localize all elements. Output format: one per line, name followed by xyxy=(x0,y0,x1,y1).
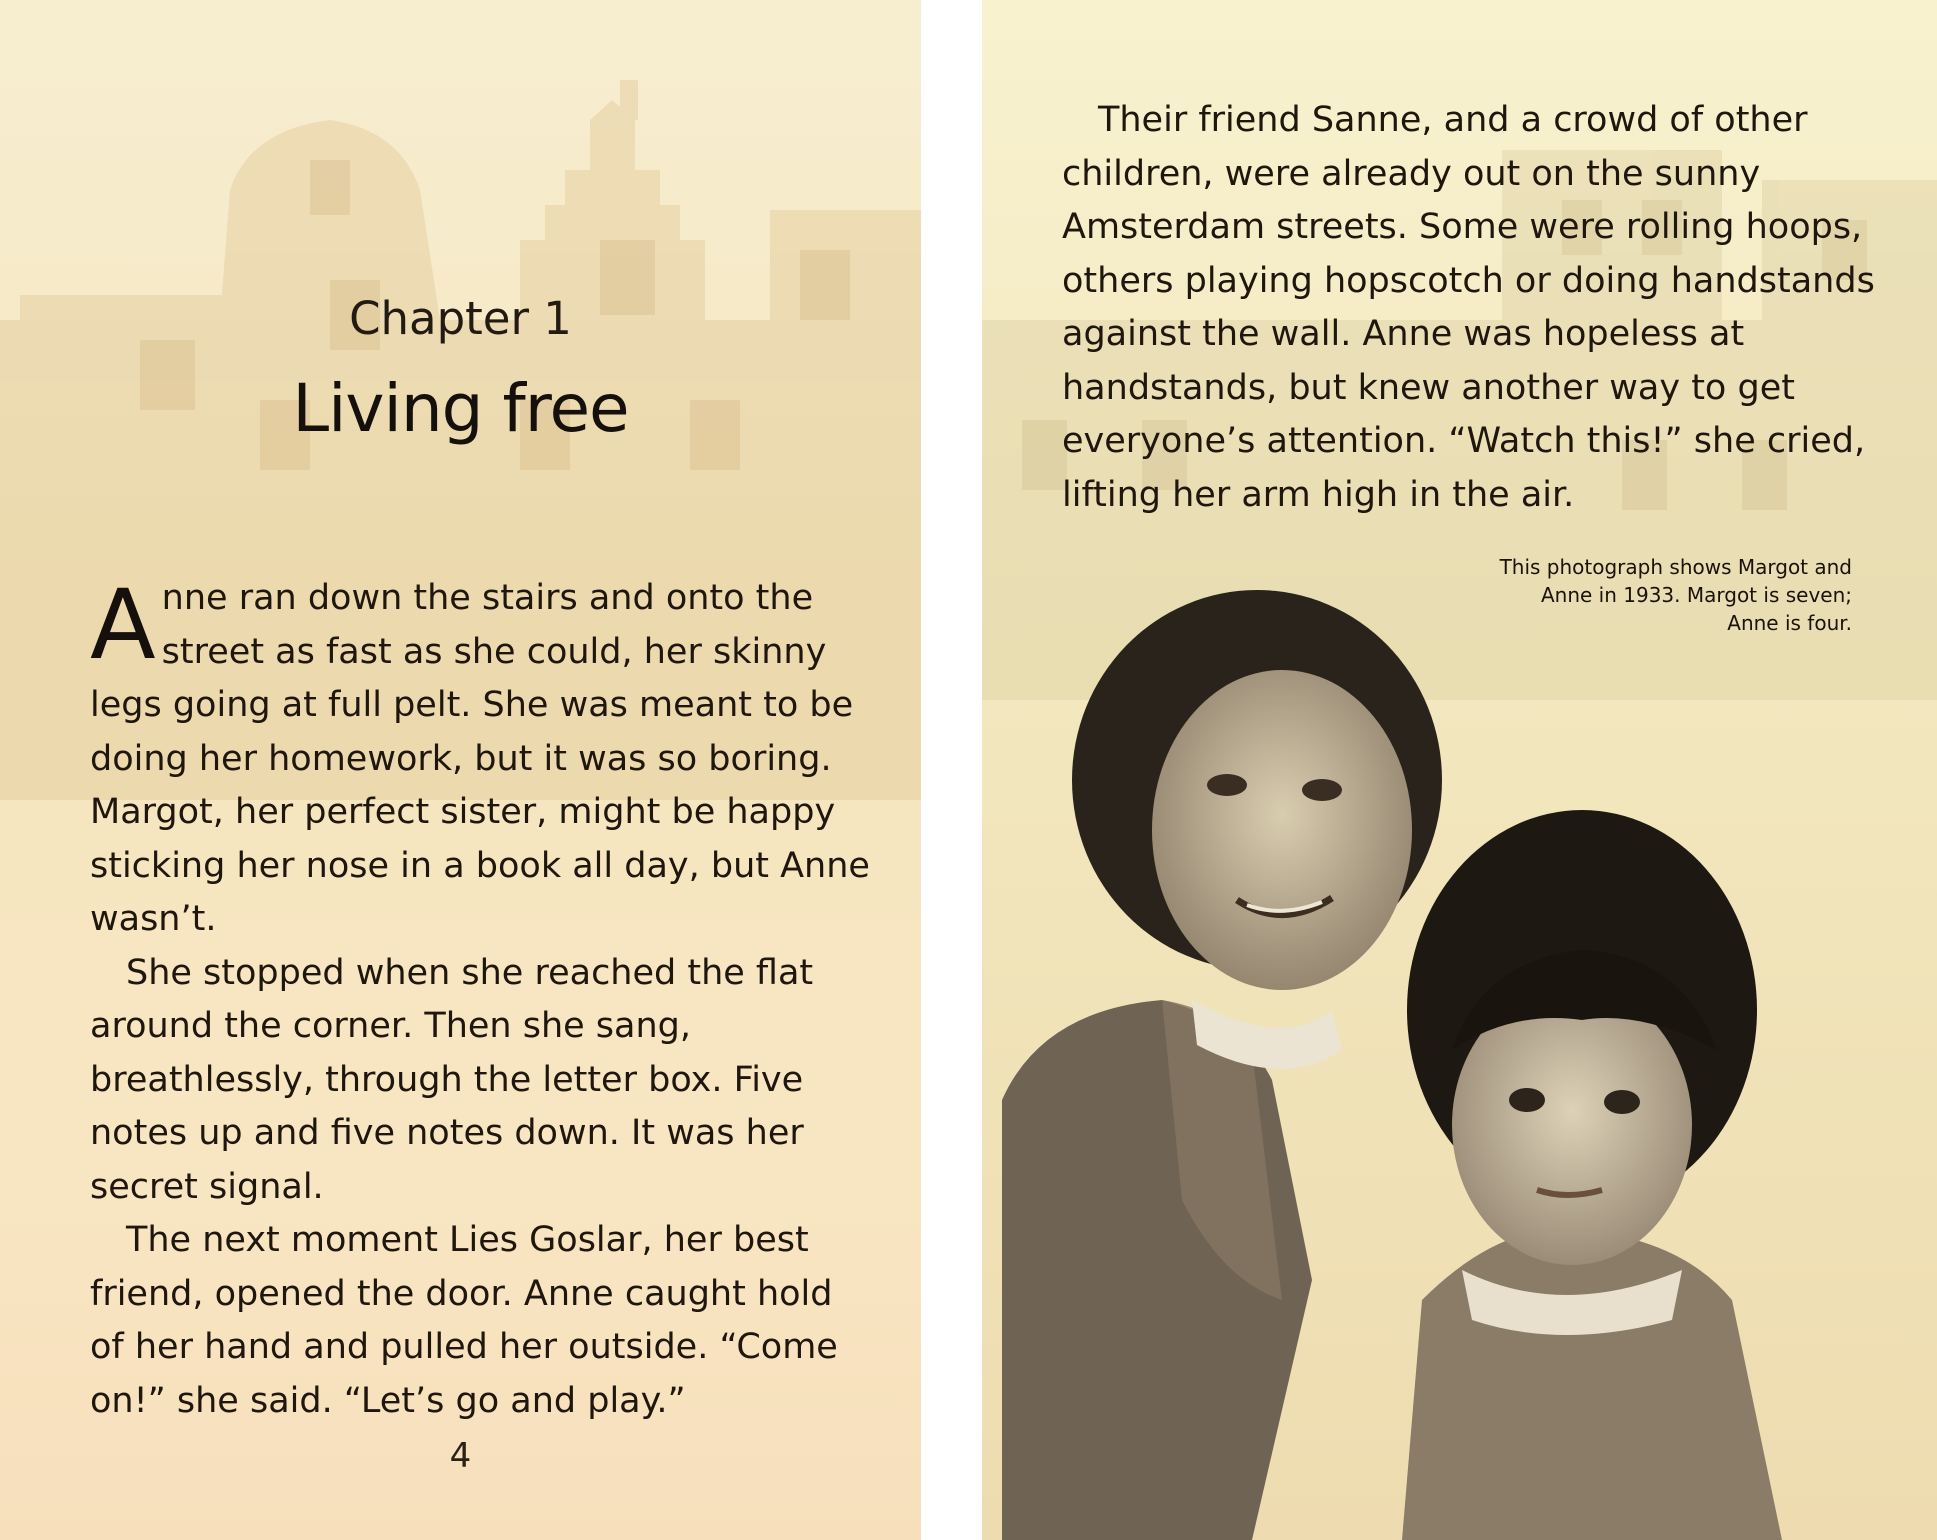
paragraph: She stopped when she reached the flat around the corner. Then she sang, breathlessly, through the letter box. Five notes up and five notes down. It was her secret signal. xyxy=(90,952,814,1207)
chapter-label: Chapter 1 xyxy=(349,292,572,345)
sisters-photograph xyxy=(982,580,1937,1540)
paragraph: Their friend Sanne, and a crowd of other children, were already out on the sunny Amsterdam streets. Some were rolling hoops, others playing hopscotch or doing handstands against the wall. Anne was hopeless at handstands, but knew another way to get everyone’s attention. “Watch this!” she cried, lifting her arm high in the air. xyxy=(1062,100,1875,515)
right-page xyxy=(982,0,1937,1540)
paragraph xyxy=(90,569,870,947)
left-page-body xyxy=(90,569,870,1428)
paragraph: The next moment Lies Goslar, her best friend, opened the door. Anne caught hold of her hand and pulled her outside. “Come on!” she said. “Let’s go and play.” xyxy=(90,1220,838,1421)
page-number: 4 xyxy=(449,1436,472,1476)
drop-cap: A xyxy=(90,569,156,681)
photo-caption: This photograph shows Margot and Anne in 1933. Margot is seven; Anne is four. xyxy=(1499,555,1852,635)
right-page-body xyxy=(1062,94,1902,522)
paragraph-1-text: nne ran down the stairs and onto the street as fast as she could, her skinny legs going at full pelt. She was meant to be doing her homework, but it was so boring. Margot, her perfect sister, might be happy sticking her nose in a book all day, but Anne wasn’t. xyxy=(90,578,870,939)
chapter-title: Living free xyxy=(292,370,629,447)
left-page xyxy=(0,0,921,1540)
